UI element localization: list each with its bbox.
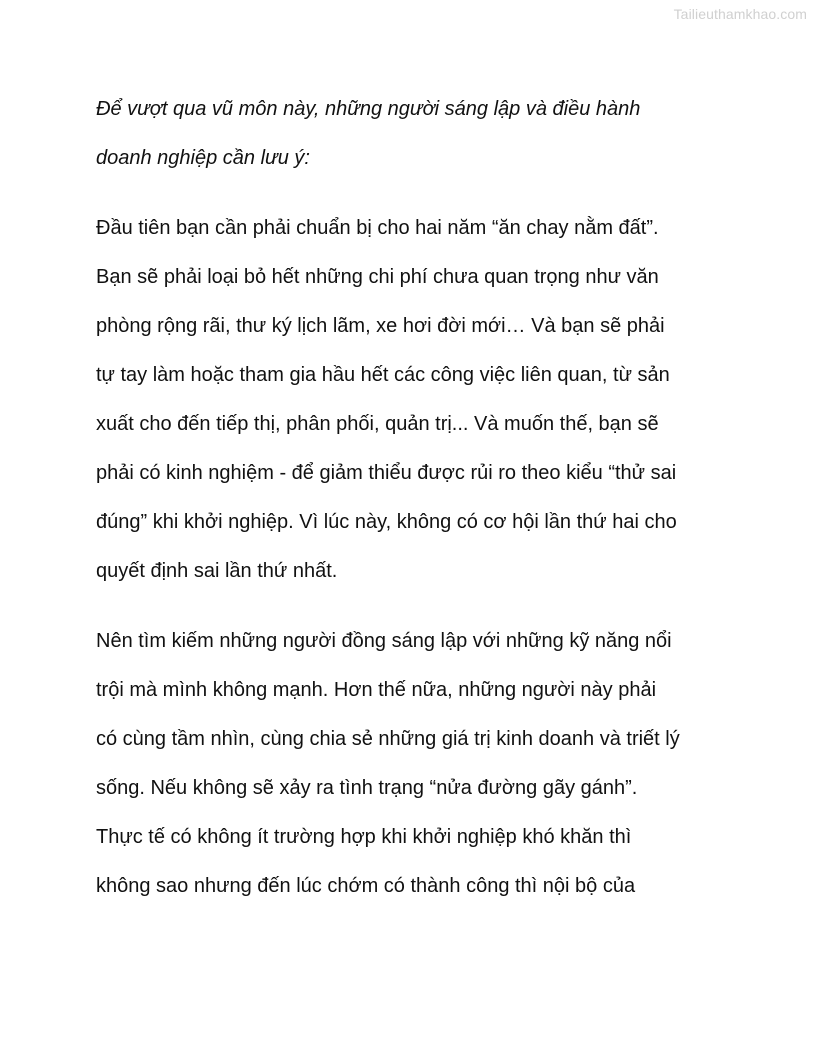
- text-line: quyết định sai lần thứ nhất.: [96, 560, 338, 582]
- text-line: phải có kinh nghiệm - để giảm thiểu được rủi ro theo kiểu “thử sai: [96, 462, 677, 484]
- watermark-text: Tailieuthamkhao.com: [673, 6, 807, 22]
- text-line: phòng rộng rãi, thư ký lịch lãm, xe hơi đời mới… Và bạn sẽ phải: [96, 315, 665, 337]
- text-line: Để vượt qua vũ môn này, những người sáng lập và điều hành: [96, 98, 641, 120]
- text-line: doanh nghiệp cần lưu ý:: [96, 147, 310, 169]
- text-line: không sao nhưng đến lúc chớm có thành công thì nội bộ của: [96, 875, 636, 897]
- document-body: [96, 91, 736, 917]
- paragraph-second-advice: [96, 623, 736, 917]
- text-line: có cùng tầm nhìn, cùng chia sẻ những giá trị kinh doanh và triết lý: [96, 728, 680, 750]
- text-line: Đầu tiên bạn cần phải chuẩn bị cho hai năm “ăn chay nằm đất”.: [96, 217, 659, 239]
- text-line: Nên tìm kiếm những người đồng sáng lập với những kỹ năng nổi: [96, 630, 672, 652]
- text-line: Thực tế có không ít trường hợp khi khởi nghiệp khó khăn thì: [96, 826, 632, 848]
- paragraph-first-advice: [96, 210, 736, 602]
- text-line: đúng” khi khởi nghiệp. Vì lúc này, không có cơ hội lần thứ hai cho: [96, 511, 677, 533]
- paragraph-intro: [96, 91, 736, 189]
- text-line: trội mà mình không mạnh. Hơn thế nữa, những người này phải: [96, 679, 657, 701]
- text-line: Bạn sẽ phải loại bỏ hết những chi phí chưa quan trọng như văn: [96, 266, 659, 288]
- text-line: xuất cho đến tiếp thị, phân phối, quản trị... Và muốn thế, bạn sẽ: [96, 413, 659, 435]
- text-line: tự tay làm hoặc tham gia hầu hết các công việc liên quan, từ sản: [96, 364, 670, 386]
- text-line: sống. Nếu không sẽ xảy ra tình trạng “nửa đường gãy gánh”.: [96, 777, 638, 799]
